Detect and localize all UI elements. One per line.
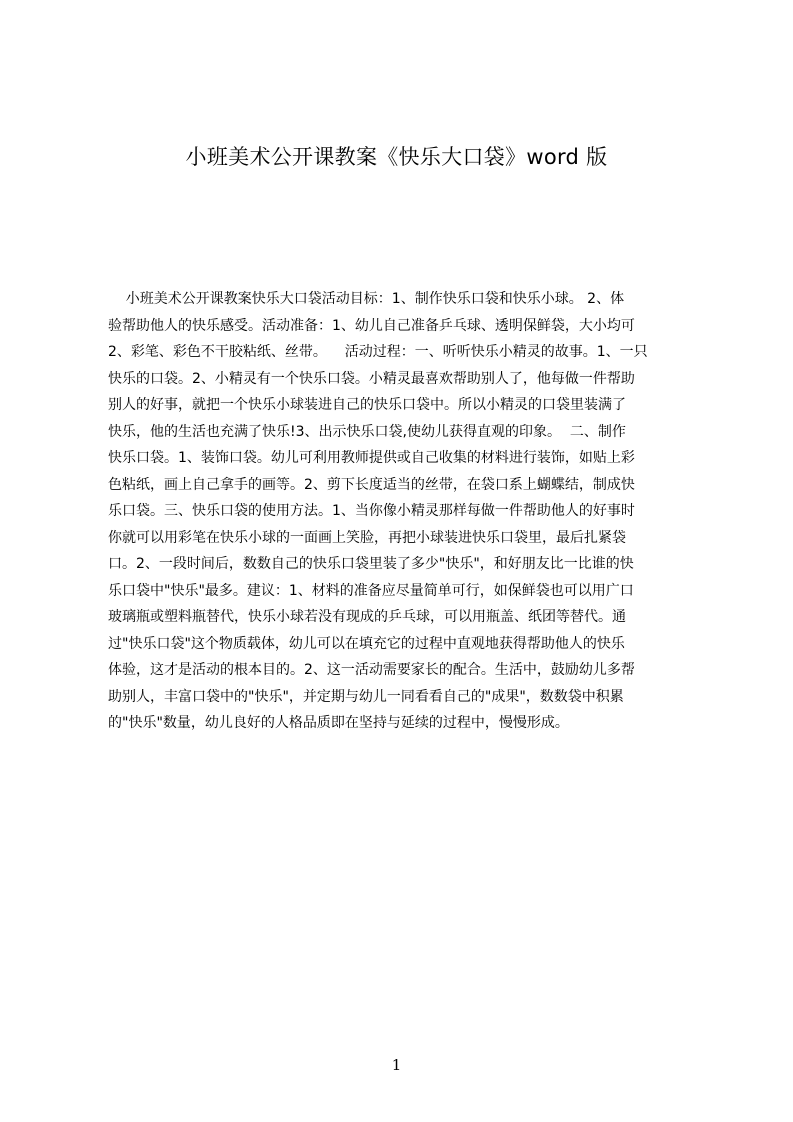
body-line: 乐口袋。三、快乐口袋的使用方法。1、当你像小精灵那样每做一件帮助他人的好事时 — [108, 503, 635, 519]
body-line: 2、彩笔、彩色不干胶粘纸、丝带。 活动过程：一、听听快乐小精灵的故事。1、一只 — [108, 344, 648, 360]
body-line: 快乐，他的生活也充满了快乐!3、出示快乐口袋,使幼儿获得直观的印象。 二、制作 — [108, 423, 626, 440]
body-line: 的"快乐"数量，幼儿良好的人格品质即在坚持与延续的过程中，慢慢形成。 — [108, 715, 569, 731]
body-line: 体验，这才是活动的根本目的。2、这一活动需要家长的配合。生活中，鼓励幼儿多帮 — [108, 662, 635, 678]
body-line: 别人的好事，就把一个快乐小球装进自己的快乐口袋中。所以小精灵的口袋里装满了 — [108, 397, 626, 413]
body-line: 快乐的口袋。2、小精灵有一个快乐口袋。小精灵最喜欢帮助别人了，他每做一件帮助 — [108, 370, 635, 387]
body-line: 快乐口袋。1、装饰口袋。幼儿可利用教师提供或自己收集的材料进行装饰，如贴上彩 — [108, 450, 635, 466]
page-number: 1 — [391, 1056, 402, 1074]
body-line: 小班美术公开课教案快乐大口袋活动目标：1、制作快乐口袋和快乐小球。 2、体 — [108, 291, 625, 307]
body-line: 验帮助他人的快乐感受。活动准备：1、幼儿自己准备乒乓球、透明保鲜袋，大小均可 — [108, 317, 635, 334]
body-line: 色粘纸，画上自己拿手的画等。2、剪下长度适当的丝带，在袋口系上蝴蝶结，制成快 — [108, 476, 635, 493]
document-title: 小班美术公开课教案《快乐大口袋》word 版 — [185, 145, 608, 169]
body-line: 乐口袋中"快乐"最多。建议：1、材料的准备应尽量简单可行，如保鲜袋也可以用广口 — [108, 582, 634, 599]
body-line: 玻璃瓶或塑料瓶替代，快乐小球若没有现成的乒乓球，可以用瓶盖、纸团等替代。通 — [108, 609, 626, 625]
body-line: 口。2、一段时间后，数数自己的快乐口袋里装了多少"快乐"，和好朋友比一比谁的快 — [108, 556, 634, 572]
body-line: 你就可以用彩笔在快乐小球的一面画上笑脸，再把小球装进快乐口袋里，最后扎紧袋 — [108, 529, 626, 546]
body-paragraph — [108, 286, 698, 746]
body-line: 过"快乐口袋"这个物质载体，幼儿可以在填充它的过程中直观地获得帮助他人的快乐 — [108, 635, 625, 652]
body-line: 助别人，丰富口袋中的"快乐"，并定期与幼儿一同看看自己的"成果"，数数袋中积累 — [108, 688, 624, 705]
